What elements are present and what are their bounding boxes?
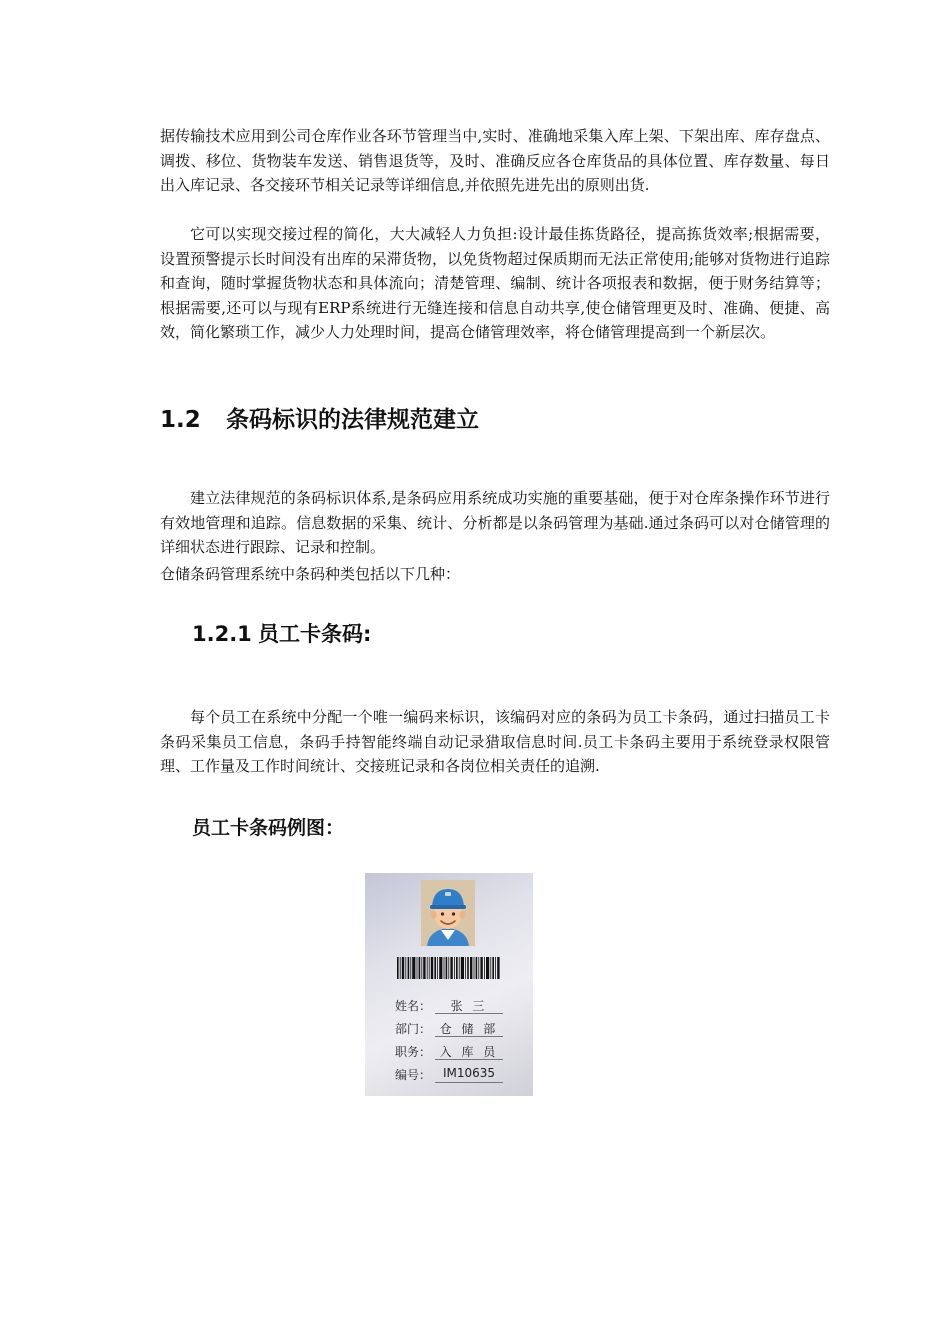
card-field-value: 入 库 员 [439,1045,499,1059]
employee-id-card-image [365,873,533,1096]
card-field-underline [435,1036,503,1037]
card-field-label: 姓名： [395,999,432,1013]
card-field-label: 职务： [395,1045,432,1059]
subsection-heading-1-2-1 [192,616,371,652]
card-field-department [395,1016,515,1038]
worker-avatar-icon [421,880,475,946]
card-field-name [395,993,515,1015]
card-field-position [395,1039,515,1061]
card-field-label: 部门： [395,1022,432,1036]
subsection-title: 员工卡条码: [258,622,372,646]
figure-caption-heading: 员工卡条码例图： [192,817,345,839]
section-title: 条码标识的法律规范建立 [226,407,479,433]
paragraph-employee-card: 每个员工在系统中分配一个唯一编码来标识，该编码对应的条码为员工卡条码，通过扫描员工卡条码采集员工信息，条码手持智能终端自动记录猎取信息时间.员工卡条码主要用于系统登录权限管理、工作量及工作时间统计、交接班记录和各岗位相关责任的追溯. [160,708,830,775]
paragraph-benefits: 它可以实现交接过程的简化，大大减轻人力负担:设计最佳拣货路径，提高拣货效率;根据需要，设置预警提示长时间没有出库的呆滞货物，以免货物超过保质期而无法正常使用;能够对货物进行追踪和查询，随时掌握货物状态和具体流向；清楚管理、编制、统计各项报表和数据，便于财务结算等；根据需要,还可以与现有ERP系统进行无缝连接和信息自动共享,使仓储管理更及时、准确、便捷、高效，简化繁琐工作，减少人力处理时间，提高仓储管理效率，将仓储管理提高到一个新层次。 [160,225,830,341]
section-heading-1-2 [160,400,479,440]
paragraph-barcode-types: 仓储条码管理系统中条码种类包括以下几种： [160,565,461,583]
card-field-underline [435,1013,503,1014]
card-field-value: IM10635 [442,1066,496,1080]
card-field-id-number [395,1062,515,1084]
card-field-label: 编号： [395,1068,432,1082]
employee-barcode-graphic [397,957,501,979]
paragraph-barcode-system: 建立法律规范的条码标识体系,是条码应用系统成功实施的重要基础，便于对仓库条操作环节进行有效地管理和追踪。信息数据的采集、统计、分析都是以条码管理为基础.通过条码可以对仓储管理的详细状态进行跟踪、记录和控制。 [160,489,830,556]
card-field-underline [435,1082,503,1083]
card-field-value: 张 三 [450,999,488,1013]
card-field-value: 仓 储 部 [439,1022,499,1036]
card-field-underline [435,1059,503,1060]
paragraph-intro-continued: 据传输技术应用到公司仓库作业各环节管理当中,实时、准确地采集入库上架、下架出库、库存盘点、调拨、移位、货物装车发送、销售退货等，及时、准确反应各仓库货品的具体位置、库存数量、每日出入库记录、各交接环节相关记录等详细信息,并依照先进先出的原则出货. [160,127,830,194]
section-number: 1.2 [160,407,201,433]
subsection-number: 1.2.1 [192,622,252,646]
